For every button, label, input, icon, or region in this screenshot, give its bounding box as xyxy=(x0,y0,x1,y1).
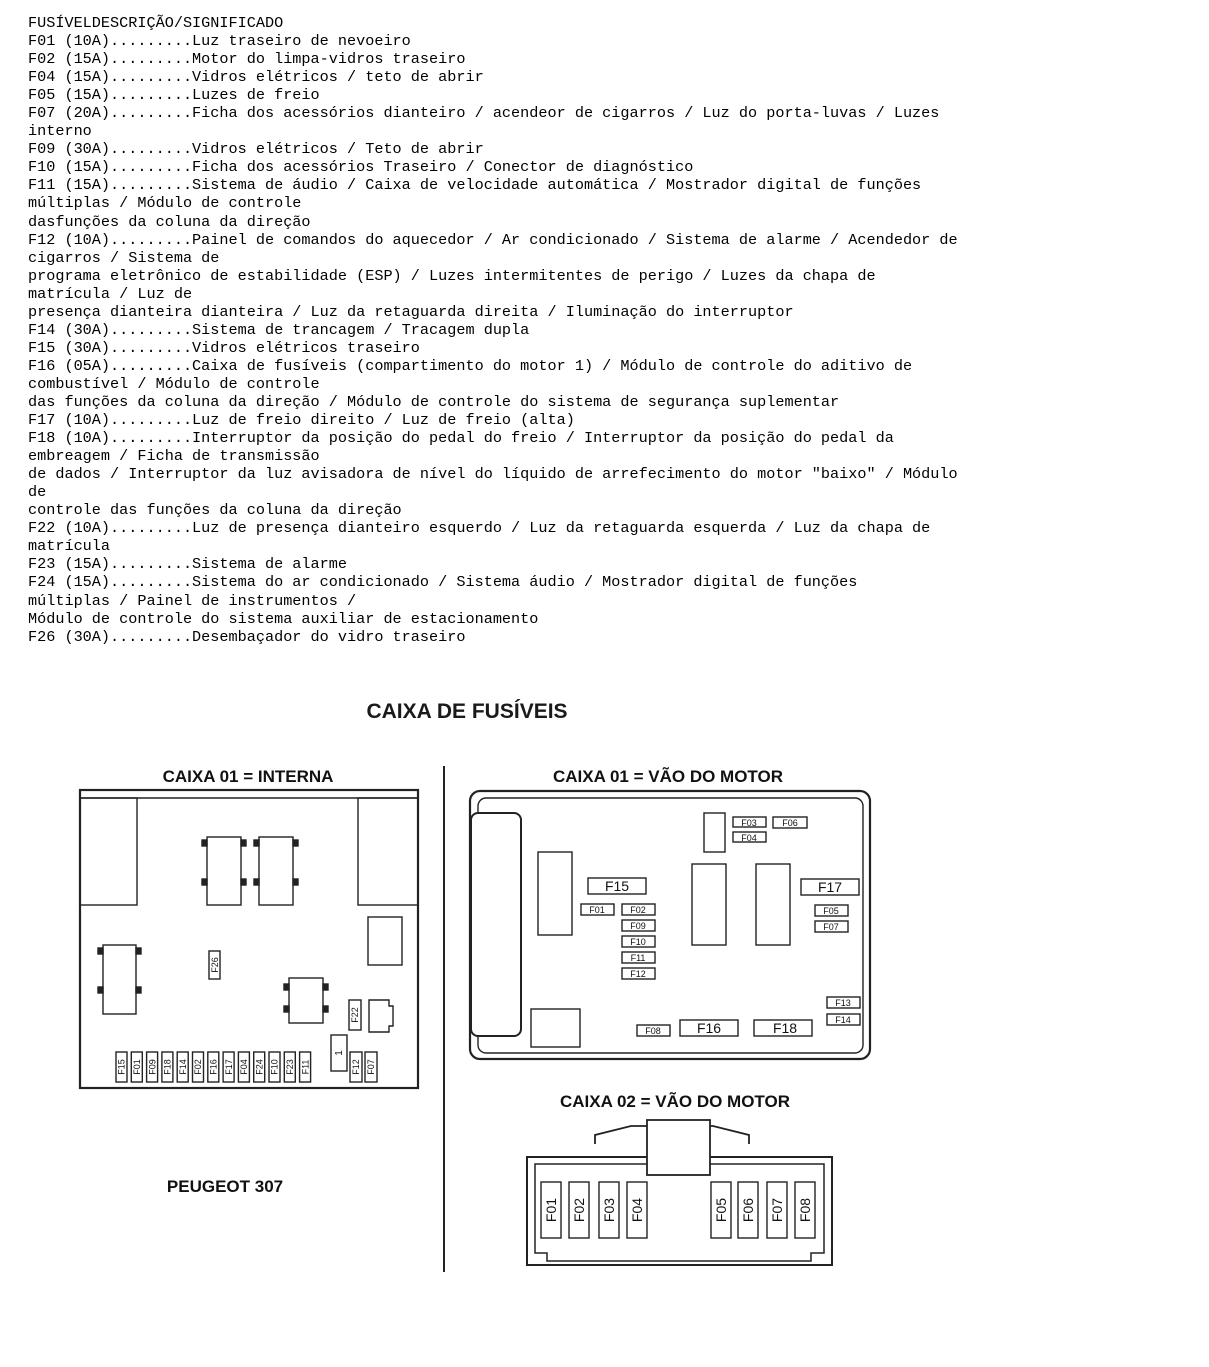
block-right xyxy=(756,864,790,945)
connector-small xyxy=(369,1000,393,1032)
relay-left xyxy=(98,945,141,1014)
relay-middle xyxy=(284,978,328,1023)
fuse-box-diagram xyxy=(0,680,1209,1367)
fuse-list-line: F14 (30A).........Sistema de trancagem / Tracagem dupla xyxy=(28,320,530,339)
fuse-f07-engine1: F07 xyxy=(823,922,839,932)
fuse-f01-internal: F01 xyxy=(131,1059,142,1075)
fuse-f18-engine1: F18 xyxy=(772,1020,798,1036)
fuse-f02-internal: F02 xyxy=(193,1059,204,1075)
fuse-list-line: F26 (30A).........Desembaçador do vidro traseiro xyxy=(28,627,466,646)
fuse-list-line: F22 (10A).........Luz de presença dianteiro esquerdo / Luz da retaguarda esquerda / Luz da chapa de xyxy=(28,519,931,538)
fuse-list-line: embreagem / Ficha de transmissão xyxy=(28,447,320,466)
fuse-list-line: de dados / Interruptor da luz avisadora de nível do líquido de arrefecimento do motor "baixo" / Módulo xyxy=(28,465,958,484)
fuse-description-list xyxy=(28,14,1088,646)
fuse-f07-engine2: F07 xyxy=(768,1197,785,1223)
fuse-f17-internal: F17 xyxy=(223,1059,234,1075)
fuse-f09-internal: F09 xyxy=(147,1059,158,1075)
fuse-f01-engine2: F01 xyxy=(542,1197,559,1223)
fuse-list-line: múltiplas / Painel de instrumentos / xyxy=(28,591,357,610)
fuse-f24-internal: F24 xyxy=(254,1059,265,1075)
internal-fuse-row xyxy=(116,1052,311,1082)
fuse-f02-engine1: F02 xyxy=(630,905,646,915)
fuse-f06-engine1: F06 xyxy=(782,818,798,828)
engine-box-2-heading: CAIXA 02 = VÃO DO MOTOR xyxy=(559,1092,791,1111)
fuse-f05-engine2: F05 xyxy=(712,1197,729,1223)
fuse-f09-engine1: F09 xyxy=(630,921,646,931)
fuse-f16-internal: F16 xyxy=(208,1059,219,1075)
fuse-f22-internal: F22 xyxy=(350,1007,360,1023)
fuse-list-line: F24 (15A).........Sistema do ar condicionado / Sistema áudio / Mostrador digital de funções xyxy=(28,573,858,592)
fuse-f04-engine2: F04 xyxy=(628,1197,645,1223)
fuse-list-line: F23 (15A).........Sistema de alarme xyxy=(28,555,347,574)
block-bottom-left xyxy=(531,1009,580,1047)
diagram-title: CAIXA DE FUSÍVEIS xyxy=(366,700,568,723)
fuse-f13-engine1: F13 xyxy=(835,998,851,1008)
fuse-list-line: F09 (30A).........Vidros elétricos / Teto de abrir xyxy=(28,140,484,159)
fuse-list-line: F05 (15A).........Luzes de freio xyxy=(28,86,320,105)
fuse-list-line: F01 (10A).........Luz traseiro de nevoeiro xyxy=(28,32,411,51)
fuse-f18-internal: F18 xyxy=(162,1059,173,1075)
fuse-f01-engine1: F01 xyxy=(589,905,605,915)
fuse-list-line: matrícula xyxy=(28,537,111,556)
fuse-f26-internal: F26 xyxy=(210,957,220,973)
fuse-list-line: cigarros / Sistema de xyxy=(28,248,220,267)
block-left xyxy=(538,852,572,935)
fuse-list-line: dasfunções da coluna da direção xyxy=(28,212,311,231)
relay-top-right xyxy=(254,837,298,905)
fuse-list-line: F18 (10A).........Interruptor da posição do pedal do freio / Interruptor da posição do pedal da xyxy=(28,429,894,448)
engine-box-1-heading: CAIXA 01 = VÃO DO MOTOR xyxy=(552,767,784,786)
block-center xyxy=(692,864,726,945)
fuse-f07-internal: F07 xyxy=(366,1059,376,1075)
internal-box-heading: CAIXA 01 = INTERNA xyxy=(162,767,334,786)
fuse-list-line: múltiplas / Módulo de controle xyxy=(28,194,302,213)
fuse-list-line: matrícula / Luz de xyxy=(28,284,193,303)
side-connector xyxy=(471,813,521,1036)
fuse-list-line: programa eletrônico de estabilidade (ESP) / Luzes intermitentes de perigo / Luzes da chapa de xyxy=(28,266,876,285)
relay-top-left xyxy=(202,837,246,905)
fuse-f10-engine1: F10 xyxy=(630,937,646,947)
fuse-f08-engine1: F08 xyxy=(645,1026,661,1036)
fuse-f03-engine2: F03 xyxy=(600,1197,617,1223)
fuse-list-line: F04 (15A).........Vidros elétricos / teto de abrir xyxy=(28,68,484,87)
fuse-list-line: interno xyxy=(28,122,92,141)
fuse-f05-engine1: F05 xyxy=(823,906,839,916)
fuse-f11-engine1: F11 xyxy=(630,953,646,963)
fuse-f03-engine1: F03 xyxy=(741,818,757,828)
fuse-list-line: presença dianteira dianteira / Luz da retaguarda direita / Iluminação do interruptor xyxy=(28,302,794,321)
fuse-list-line: F15 (30A).........Vidros elétricos traseiro xyxy=(28,338,420,357)
fuse-list-line: F07 (20A).........Ficha dos acessórios dianteiro / acendeor de cigarros / Luz do porta-luvas / Luzes xyxy=(28,104,940,123)
block-top-small xyxy=(704,813,725,852)
connector-left xyxy=(80,798,137,905)
fuse-list-line: das funções da coluna da direção / Módulo de controle do sistema de segurança suplementar xyxy=(28,392,840,411)
fuse-f10-internal: F10 xyxy=(269,1059,280,1075)
fuse-list-line: de xyxy=(28,483,47,502)
fuse-f15-engine1: F15 xyxy=(604,878,630,894)
fuse-list-line: controle das funções da coluna da direção xyxy=(28,501,402,520)
fuse-f16-engine1: F16 xyxy=(696,1020,722,1036)
car-model-label: PEUGEOT 307 xyxy=(166,1177,284,1196)
fuse-f23-internal: F23 xyxy=(284,1059,295,1075)
fuse-f06-engine2: F06 xyxy=(739,1197,756,1223)
fuse-f04-engine1: F04 xyxy=(741,833,757,843)
fuse-list-line: F12 (10A).........Painel de comandos do aquecedor / Ar condicionado / Sistema de alarme / Acendedor de xyxy=(28,230,958,249)
internal-fuse-box xyxy=(80,767,418,1088)
fuse-list-line: FUSÍVELDESCRIÇÃO/SIGNIFICADO xyxy=(28,14,284,32)
fuse-f14-internal: F14 xyxy=(177,1059,188,1075)
relay-right xyxy=(368,917,402,965)
fuse-list-line: F16 (05A).........Caixa de fusíveis (compartimento do motor 1) / Módulo de controle do aditivo de xyxy=(28,356,913,375)
fuse-f15-internal: F15 xyxy=(116,1059,127,1075)
engine-fuse-box-1 xyxy=(470,766,870,1059)
fuse-list-line: F11 (15A).........Sistema de áudio / Caixa de velocidade automática / Mostrador digital de funções xyxy=(28,176,922,195)
fuse-list-line: F17 (10A).........Luz de freio direito / Luz de freio (alta) xyxy=(28,411,575,430)
fuse-list-line: Módulo de controle do sistema auxiliar de estacionamento xyxy=(28,609,539,628)
fuse-f14-engine1: F14 xyxy=(835,1015,851,1025)
fuse-list-line: F10 (15A).........Ficha dos acessórios Traseiro / Conector de diagnóstico xyxy=(28,158,694,177)
fuse-f04-internal: F04 xyxy=(239,1059,250,1075)
connector-right xyxy=(358,798,418,905)
fuse-f12-internal: F12 xyxy=(351,1059,361,1075)
engine-box-2-fuse-row xyxy=(541,1182,815,1238)
fuse-f17-engine1: F17 xyxy=(817,879,843,895)
fuse-f02-engine2: F02 xyxy=(570,1197,587,1223)
fuse-f11-internal: F11 xyxy=(300,1059,311,1075)
fuse-f08-engine2: F08 xyxy=(796,1197,813,1223)
engine-fuse-box-2 xyxy=(527,1091,832,1265)
fuse-list-line: combustível / Módulo de controle xyxy=(28,374,320,393)
fuse-list-line: F02 (15A).........Motor do limpa-vidros traseiro xyxy=(28,50,466,69)
relay-1-label: 1 xyxy=(334,1050,345,1056)
fuse-f12-engine1: F12 xyxy=(630,969,646,979)
top-tab xyxy=(647,1120,710,1175)
